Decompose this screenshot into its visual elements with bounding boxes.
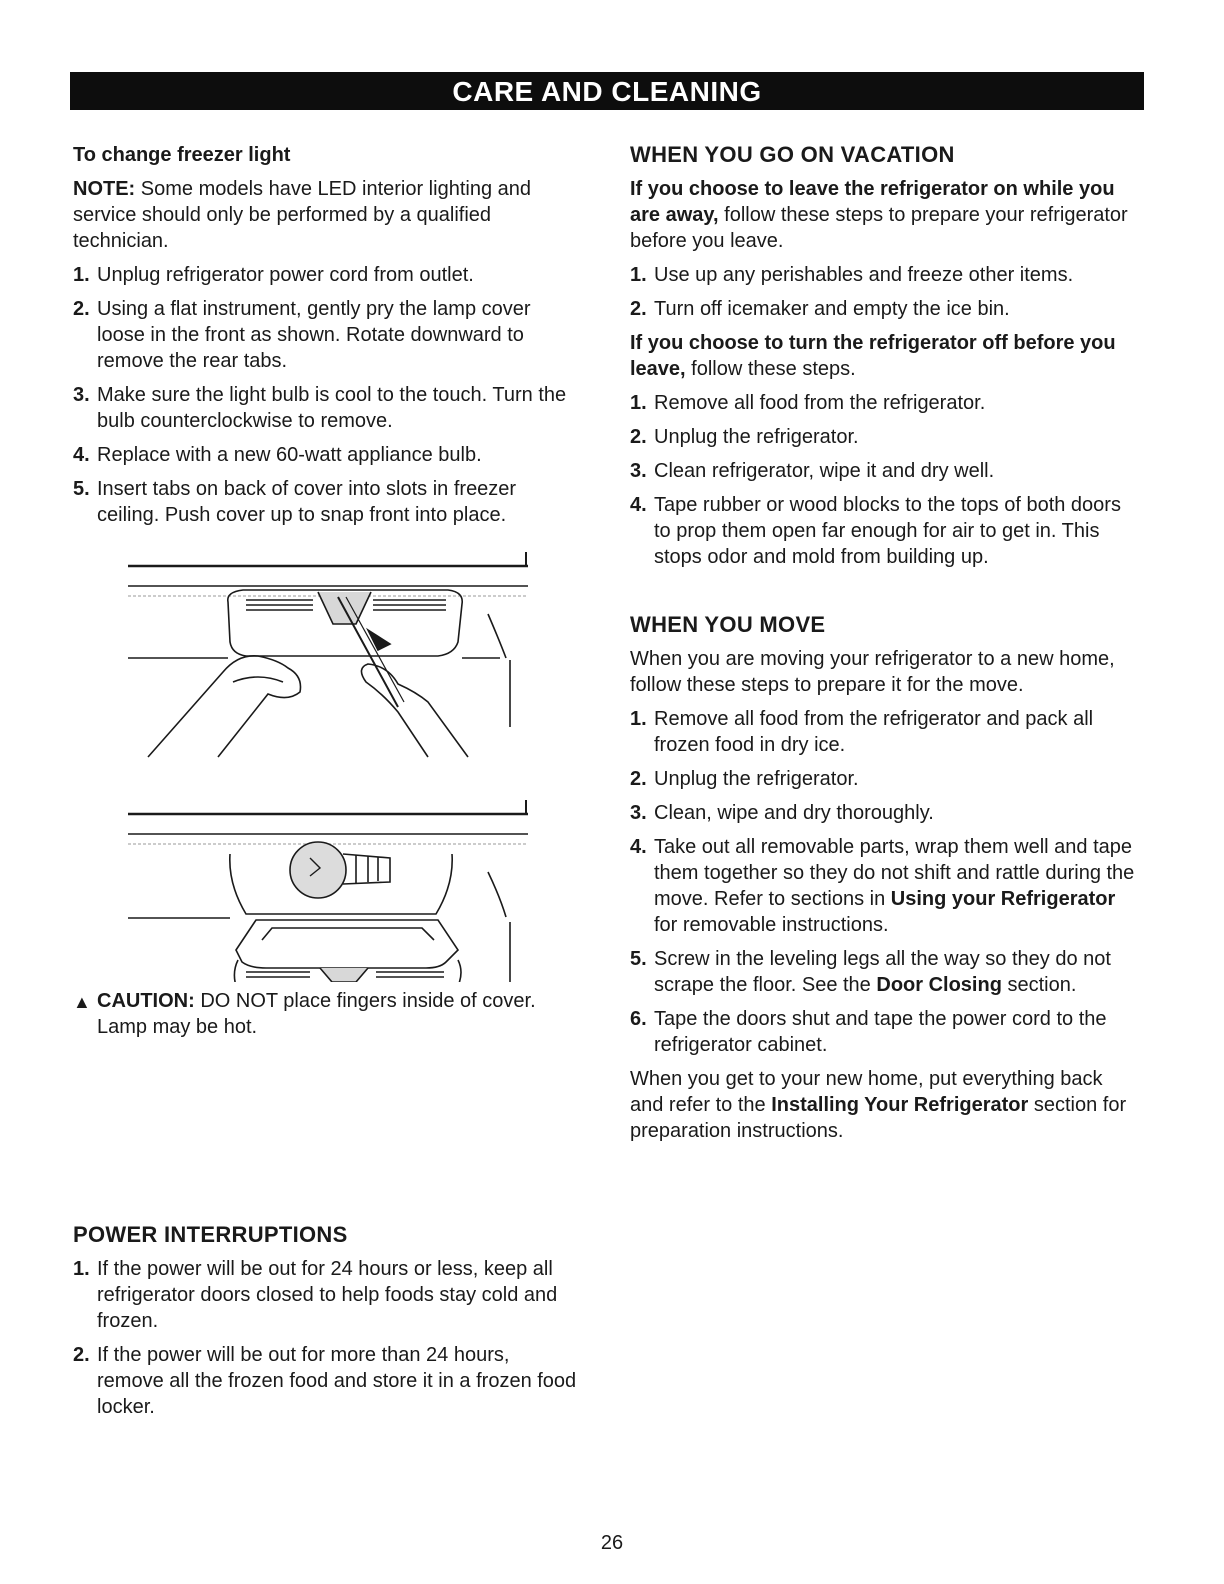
list-item — [630, 458, 1140, 484]
move-heading: WHEN YOU MOVE — [630, 612, 826, 637]
move-steps — [630, 706, 1140, 1058]
step-text: Use up any perishables and freeze other items. — [654, 264, 1074, 286]
caution-text: DO NOT place fingers inside of cover. Lamp may be hot. — [97, 990, 536, 1038]
move-outro — [630, 1066, 1140, 1144]
step-text: Unplug the refrigerator. — [654, 768, 859, 790]
note-text: Some models have LED interior lighting and service should only be performed by a qualified technician. — [73, 178, 531, 252]
warning-triangle-icon: ▲ — [73, 992, 91, 1012]
list-item — [630, 424, 1140, 450]
right-column — [630, 142, 1140, 1152]
section-spacer — [630, 578, 1140, 612]
vacation-intro-off-text: follow these steps. — [685, 358, 856, 380]
step-text: Clean refrigerator, wipe it and dry well. — [654, 460, 995, 482]
door-closing-ref: Door Closing — [876, 974, 1002, 996]
list-item — [630, 800, 1140, 826]
step-number: 5. — [73, 478, 90, 500]
step-number: 4. — [630, 836, 647, 858]
move-intro: When you are moving your refrigerator to a new home, follow these steps to prepare it for the move. — [630, 648, 1115, 696]
step-number: 3. — [630, 802, 647, 824]
list-item — [73, 296, 578, 374]
step-number: 2. — [630, 298, 647, 320]
vacation-intro-on-bold: If you choose to leave the refrigerator on while you are away, — [630, 178, 1115, 226]
step-text: Unplug the refrigerator. — [654, 426, 859, 448]
list-item — [73, 476, 578, 528]
list-item — [73, 382, 578, 434]
list-item — [630, 296, 1140, 322]
vacation-intro-off — [630, 330, 1140, 382]
power-interruptions-section — [73, 1222, 578, 1428]
vacation-steps-off — [630, 390, 1140, 570]
step-text: Tape rubber or wood blocks to the tops of both doors to prop them open far enough for air to get in. This stops odor and mold from building up. — [654, 494, 1121, 568]
step-number: 3. — [630, 460, 647, 482]
lamp-cover-illustration — [128, 542, 528, 982]
power-interruptions-heading: POWER INTERRUPTIONS — [73, 1222, 348, 1247]
step-number: 2. — [73, 1344, 90, 1366]
freezer-light-steps — [73, 262, 578, 528]
step-text: Remove all food from the refrigerator and pack all frozen food in dry ice. — [654, 708, 1094, 756]
list-item — [630, 834, 1140, 938]
step-text: Insert tabs on back of cover into slots in freezer ceiling. Push cover up to snap front into place. — [97, 478, 517, 526]
step-number: 1. — [630, 264, 647, 286]
vacation-intro-on-text: follow these steps to prepare your refrigerator before you leave. — [630, 204, 1128, 252]
step-number: 6. — [630, 1008, 647, 1030]
step-number: 1. — [73, 264, 90, 286]
step-text: Make sure the light bulb is cool to the touch. Turn the bulb counterclockwise to remove. — [97, 384, 567, 432]
list-item — [630, 1006, 1140, 1058]
step-text: Replace with a new 60-watt appliance bulb. — [97, 444, 482, 466]
step-text: Turn off icemaker and empty the ice bin. — [654, 298, 1010, 320]
step-number: 1. — [630, 392, 647, 414]
page-banner: CARE AND CLEANING — [70, 72, 1144, 110]
move-outro-text: When you get to your new home, put everything back and refer to the — [630, 1068, 1103, 1116]
step-text: section. — [1001, 974, 1077, 996]
step-text: If the power will be out for more than 24 hours, remove all the frozen food and store it in a frozen food locker. — [97, 1344, 577, 1418]
list-item — [73, 262, 578, 288]
vacation-steps-on — [630, 262, 1140, 322]
vacation-intro-off-bold: If you choose to turn the refrigerator off before you leave, — [630, 332, 1116, 380]
step-text: Remove all food from the refrigerator. — [654, 392, 986, 414]
caution-note — [73, 988, 578, 1040]
installing-refrigerator-ref: Installing Your Refrigerator — [771, 1094, 1029, 1116]
step-number: 2. — [73, 298, 90, 320]
caution-label: CAUTION: — [97, 990, 195, 1012]
step-number: 4. — [630, 494, 647, 516]
left-column — [73, 142, 578, 1040]
step-number: 2. — [630, 426, 647, 448]
note-label: NOTE: — [73, 178, 136, 200]
step-text: for removable instructions. — [654, 914, 889, 936]
step-text: If the power will be out for 24 hours or less, keep all refrigerator doors closed to help foods stay cold and frozen. — [97, 1258, 558, 1332]
list-item — [630, 492, 1140, 570]
step-text: Clean, wipe and dry thoroughly. — [654, 802, 934, 824]
step-text: Take out all removable parts, wrap them well and tape them together so they do not shift and rattle during the move. Refer to sections in — [654, 836, 1135, 910]
step-number: 1. — [73, 1258, 90, 1280]
lamp-cover-diagram — [128, 542, 528, 982]
step-text: Screw in the leveling legs all the way so they do not scrape the floor. See the — [654, 948, 1111, 996]
using-refrigerator-ref: Using your Refrigerator — [890, 888, 1116, 910]
list-item — [630, 766, 1140, 792]
vacation-intro-on — [630, 176, 1140, 254]
list-item — [630, 946, 1140, 998]
list-item — [73, 1256, 578, 1334]
list-item — [630, 390, 1140, 416]
step-text: Unplug refrigerator power cord from outlet. — [97, 264, 474, 286]
list-item — [73, 442, 578, 468]
step-text: Tape the doors shut and tape the power cord to the refrigerator cabinet. — [654, 1008, 1107, 1056]
step-number: 1. — [630, 708, 647, 730]
step-number: 5. — [630, 948, 647, 970]
vacation-heading: WHEN YOU GO ON VACATION — [630, 142, 955, 167]
step-number: 3. — [73, 384, 90, 406]
step-number: 4. — [73, 444, 90, 466]
move-outro-text-end: section for preparation instructions. — [630, 1094, 1127, 1142]
power-steps — [73, 1256, 578, 1420]
list-item — [73, 1342, 578, 1420]
freezer-light-heading: To change freezer light — [73, 144, 291, 166]
page-number: 26 — [600, 1532, 624, 1554]
note-paragraph — [73, 176, 578, 254]
list-item — [630, 262, 1140, 288]
step-number: 2. — [630, 768, 647, 790]
list-item — [630, 706, 1140, 758]
step-text: Using a flat instrument, gently pry the lamp cover loose in the front as shown. Rotate downward to remove the rear tabs. — [97, 298, 531, 372]
